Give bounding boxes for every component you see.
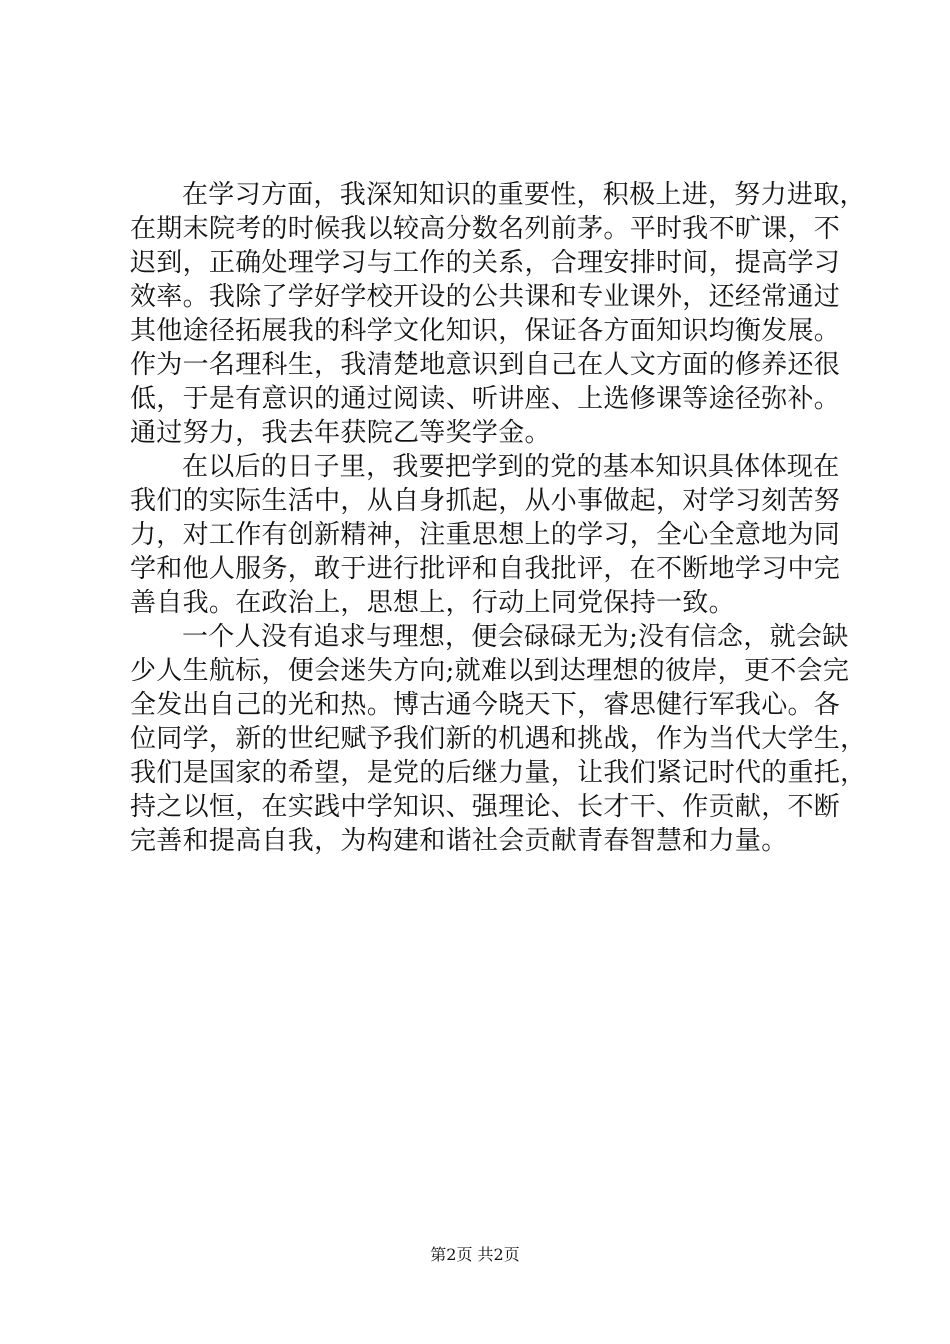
paragraph-line: 完善和提高自我，为构建和谐社会贡献青春智慧和力量。 <box>130 826 788 856</box>
paragraph-line: 学和他人服务，敢于进行批评和自我批评，在不断地学习中完 <box>130 554 841 584</box>
paragraph-line: 全发出自己的光和热。博古通今晓天下，睿思健行军我心。各 <box>130 690 841 720</box>
paragraph-line: 在学习方面，我深知知识的重要性，积极上进，努力进取， <box>182 180 866 210</box>
page-number-label: 第2页 共2页 <box>430 1245 520 1264</box>
paragraph-line: 效率。我除了学好学校开设的公共课和专业课外，还经常通过 <box>130 282 841 312</box>
paragraph-line: 我们的实际生活中，从自身抓起，从小事做起，对学习刻苦努 <box>130 486 841 516</box>
paragraph-line: 其他途径拓展我的科学文化知识，保证各方面知识均衡发展。 <box>130 316 841 346</box>
paragraph-line: 少人生航标，便会迷失方向;就难以到达理想的彼岸，更不会完 <box>130 656 850 686</box>
paragraph-line: 力，对工作有创新精神，注重思想上的学习，全心全意地为同 <box>130 520 841 550</box>
paragraph-line: 持之以恒，在实践中学知识、强理论、长才干、作贡献，不断 <box>130 792 841 822</box>
paragraph-line: 位同学，新的世纪赋予我们新的机遇和挑战，作为当代大学生， <box>130 724 867 754</box>
paragraph-line: 迟到，正确处理学习与工作的关系，合理安排时间，提高学习 <box>130 248 841 278</box>
paragraph-line: 通过努力，我去年获院乙等奖学金。 <box>130 418 551 448</box>
paragraph-line: 低，于是有意识的通过阅读、听讲座、上选修课等途径弥补。 <box>130 384 841 414</box>
paragraph-line: 在期末院考的时候我以较高分数名列前茅。平时我不旷课，不 <box>130 214 841 244</box>
page-footer <box>0 1244 950 1266</box>
paragraph-line: 一个人没有追求与理想，便会碌碌无为;没有信念，就会缺 <box>182 622 849 652</box>
paragraph-line: 在以后的日子里，我要把学到的党的基本知识具体体现在 <box>182 452 840 482</box>
body-text <box>130 178 867 858</box>
paragraph-line: 善自我。在政治上，思想上，行动上同党保持一致。 <box>130 588 735 618</box>
paragraph-line: 我们是国家的希望，是党的后继力量，让我们紧记时代的重托， <box>130 758 867 788</box>
paragraph-line: 作为一名理科生，我清楚地意识到自己在人文方面的修养还很 <box>130 350 841 380</box>
